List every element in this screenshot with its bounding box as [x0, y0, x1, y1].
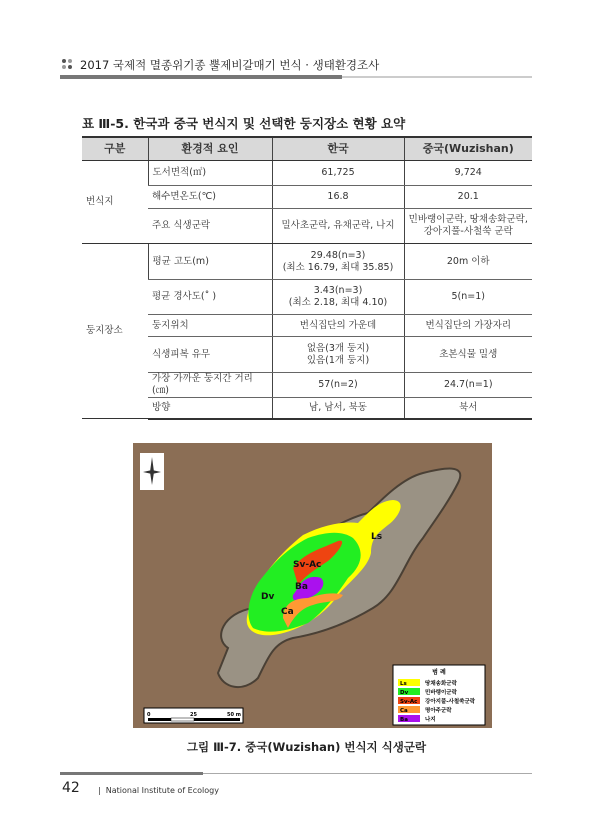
table-row — [82, 244, 532, 280]
table-cell: 3.43(n=3) (최소 2.18, 최대 4.10) — [272, 280, 404, 315]
legend-code: Ca — [400, 708, 408, 714]
footer-divider — [60, 773, 532, 774]
legend-code: Sv-Ac — [400, 699, 418, 705]
header-dots-icon — [62, 59, 74, 71]
label-ca: Ca — [281, 607, 294, 617]
table-cell: 5(n=1) — [404, 280, 532, 315]
legend — [393, 665, 485, 725]
table-cell: 방향 — [148, 398, 272, 419]
table-cell: 민바랭이군락, 땅채송화군락, 강아지풀-사철쑥 군락 — [404, 209, 532, 244]
group-cell: 번식지 — [82, 161, 148, 244]
scale-tick-50: 50 m — [227, 712, 241, 718]
column-header: 구분 — [82, 137, 148, 161]
vegetation-map — [133, 443, 492, 728]
legend-name: 민바랭이군락 — [425, 690, 457, 696]
column-header: 중국(Wuzishan) — [404, 137, 532, 161]
table-row — [82, 209, 532, 244]
legend-code: Dv — [400, 690, 409, 696]
table-cell: 해수면온도(℃) — [148, 186, 272, 209]
table-row — [82, 186, 532, 209]
scale-tick-25: 25 — [190, 712, 197, 718]
summary-table — [82, 136, 532, 420]
footer-institute: | National Institute of Ecology — [98, 786, 219, 795]
table-title: 표 Ⅲ-5. 한국과 중국 번식지 및 선택한 둥지장소 현황 요약 — [82, 116, 406, 131]
table-cell: 57(n=2) — [272, 373, 404, 398]
legend-name: 나지 — [425, 717, 436, 723]
table-cell: 16.8 — [272, 186, 404, 209]
table-row — [82, 280, 532, 315]
figure-caption: 그림 Ⅲ-7. 중국(Wuzishan) 번식지 식생군락 — [186, 740, 427, 754]
column-header: 환경적 요인 — [148, 137, 272, 161]
table-cell: 평균 고도(m) — [148, 244, 272, 280]
table-cell: 61,725 — [272, 161, 404, 186]
table-cell: 번식집단의 가장자리 — [404, 315, 532, 337]
table-cell: 가장 가까운 둥지간 거리(㎝) — [148, 373, 272, 398]
label-dv: Dv — [261, 592, 275, 602]
table-row — [82, 161, 532, 186]
legend-code: Ls — [400, 681, 407, 687]
scale-tick-0: 0 — [147, 712, 151, 718]
table-row — [82, 398, 532, 419]
table-cell: 초본식물 밀생 — [404, 337, 532, 373]
table-cell: 북서 — [404, 398, 532, 419]
table-cell: 남, 남서, 북동 — [272, 398, 404, 419]
page-number: 42 — [62, 780, 80, 796]
table-cell: 29.48(n=3) (최소 16.79, 최대 35.85) — [272, 244, 404, 280]
north-arrow-icon — [140, 453, 164, 490]
table-row — [82, 337, 532, 373]
scale-bar — [144, 708, 243, 723]
legend-name: 강아지풀-사철쑥군락 — [425, 699, 476, 705]
header-divider — [60, 76, 532, 78]
table-cell: 9,724 — [404, 161, 532, 186]
label-ba: Ba — [295, 582, 308, 592]
label-svac: Sv-Ac — [293, 560, 322, 570]
table-cell: 번식집단의 가운데 — [272, 315, 404, 337]
table-cell: 20m 이하 — [404, 244, 532, 280]
table-row — [82, 373, 532, 398]
table-cell: 밀사초군락, 유채군락, 나지 — [272, 209, 404, 244]
legend-code: Ba — [400, 717, 408, 723]
table-row — [82, 315, 532, 337]
legend-name: 명아주군락 — [425, 708, 452, 714]
group-cell: 둥지장소 — [82, 244, 148, 419]
running-header: 2017 국제적 멸종위기종 뿔제비갈매기 번식 · 생태환경조사 — [80, 58, 380, 72]
table-cell: 도서면적(㎡) — [148, 161, 272, 186]
label-ls: Ls — [371, 532, 383, 542]
table-cell: 평균 경사도(˚ ) — [148, 280, 272, 315]
column-header: 한국 — [272, 137, 404, 161]
institute-name: National Institute of Ecology — [105, 786, 219, 795]
table-cell: 주요 식생군락 — [148, 209, 272, 244]
table-cell: 둥지위치 — [148, 315, 272, 337]
legend-title: 범 례 — [432, 669, 446, 676]
table-cell: 24.7(n=1) — [404, 373, 532, 398]
table-cell: 없음(3개 둥지) 있음(1개 둥지) — [272, 337, 404, 373]
table-cell: 20.1 — [404, 186, 532, 209]
table-cell: 식생피복 유무 — [148, 337, 272, 373]
legend-name: 땅채송화군락 — [425, 681, 457, 687]
